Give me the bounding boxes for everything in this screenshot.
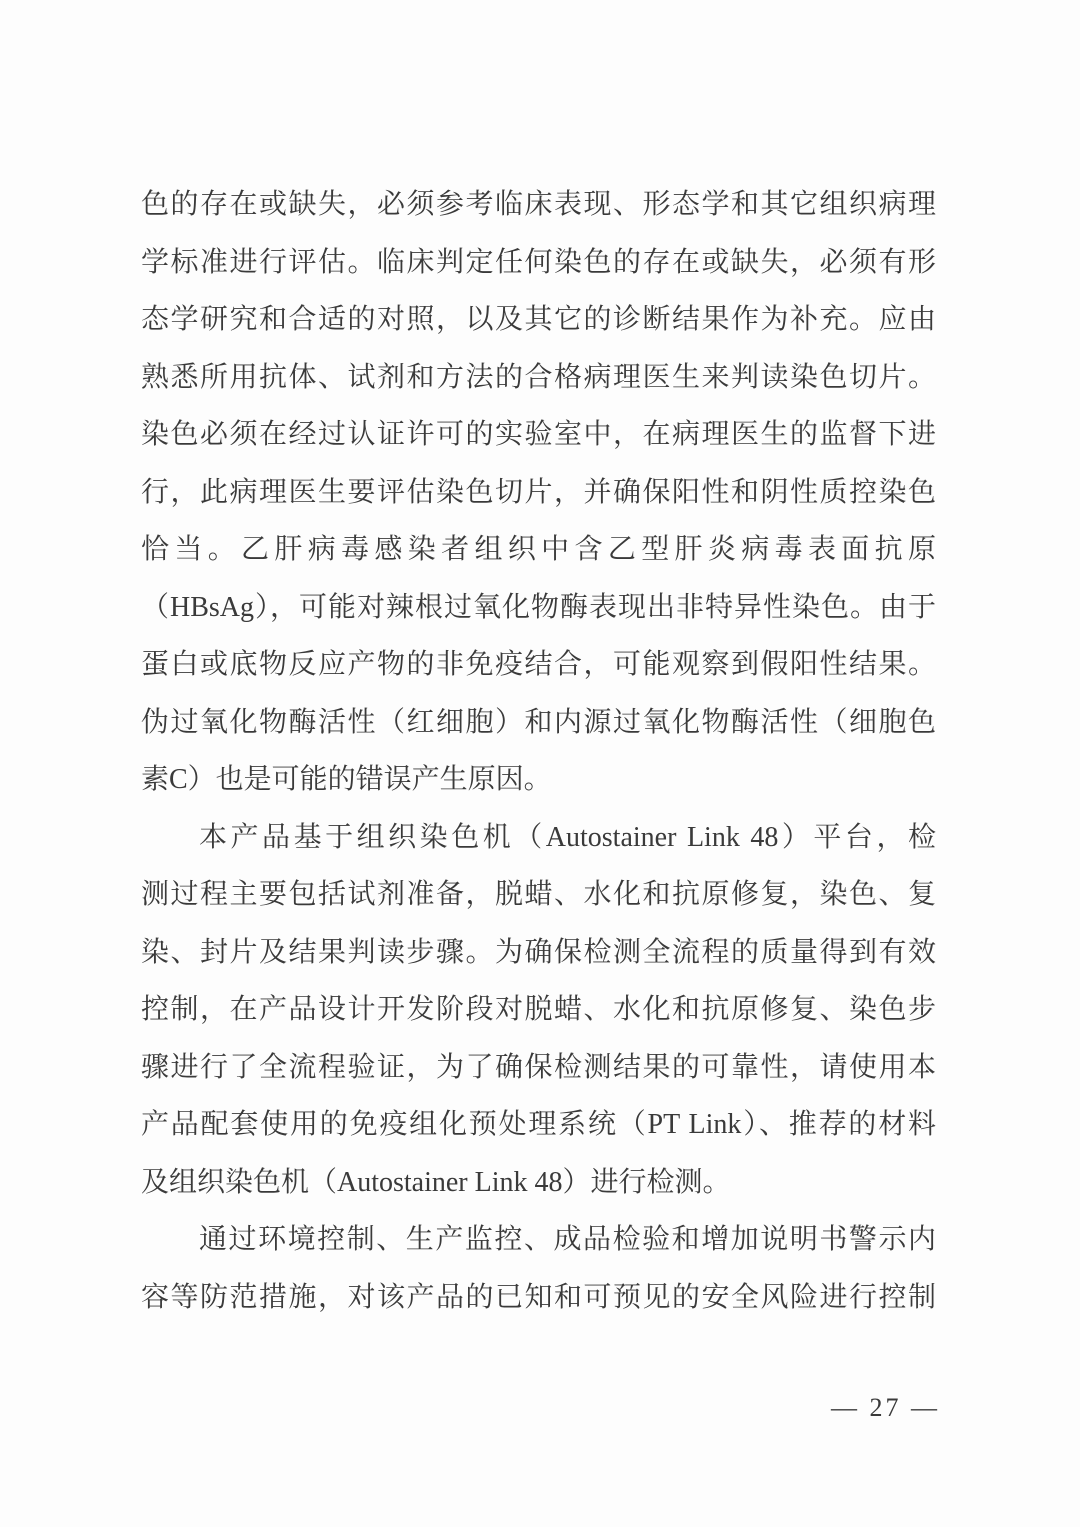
text-line: 骤进行了全流程验证，为了确保检测结果的可靠性，请使用本 — [141, 1051, 936, 1083]
footer — [831, 1392, 940, 1424]
text-line: 产品配套使用的免疫组化预处理系统（PT Link）、推荐的材料 — [141, 1109, 936, 1140]
text-line: 容等防范措施，对该产品的已知和可预见的安全风险进行控制 — [141, 1281, 936, 1313]
text-line: 熟悉所用抗体、试剂和方法的合格病理医生来判读染色切片。 — [141, 361, 936, 393]
text-line: 蛋白或底物反应产物的非免疫结合，可能观察到假阳性结果。 — [141, 649, 936, 680]
text-line: 本产品基于组织染色机（Autostainer Link 48）平台，检 — [199, 821, 936, 853]
text-line: 恰当。乙肝病毒感染者组织中含乙型肝炎病毒表面抗原 — [141, 534, 936, 565]
text-line: 染、封片及结果判读步骤。为确保检测全流程的质量得到有效 — [141, 936, 936, 968]
text-line: 行，此病理医生要评估染色切片，并确保阳性和阴性质控染色 — [141, 476, 936, 508]
text-line: 学标准进行评估。临床判定任何染色的存在或缺失，必须有形 — [141, 246, 936, 278]
text-line: 染色必须在经过认证许可的实验室中，在病理医生的监督下进 — [141, 419, 936, 450]
text-line: 及组织染色机（Autostainer Link 48）进行检测。 — [141, 1166, 731, 1198]
document-body — [141, 176, 936, 1326]
text-line: 通过环境控制、生产监控、成品检验和增加说明书警示内 — [199, 1224, 936, 1255]
text-line: 态学研究和合适的对照，以及其它的诊断结果作为补充。应由 — [141, 304, 936, 335]
text-line: 控制，在产品设计开发阶段对脱蜡、水化和抗原修复、染色步 — [141, 994, 936, 1025]
text-line: 素C）也是可能的错误产生原因。 — [141, 764, 552, 795]
page-number: — 27 — — [831, 1393, 940, 1422]
text-line: 伪过氧化物酶活性（红细胞）和内源过氧化物酶活性（细胞色 — [141, 706, 936, 738]
text-line: 测过程主要包括试剂准备，脱蜡、水化和抗原修复，染色、复 — [141, 879, 936, 910]
text-line: （HBsAg），可能对辣根过氧化物酶表现出非特异性染色。由于 — [141, 591, 936, 623]
text-line: 色的存在或缺失，必须参考临床表现、形态学和其它组织病理 — [141, 189, 936, 220]
